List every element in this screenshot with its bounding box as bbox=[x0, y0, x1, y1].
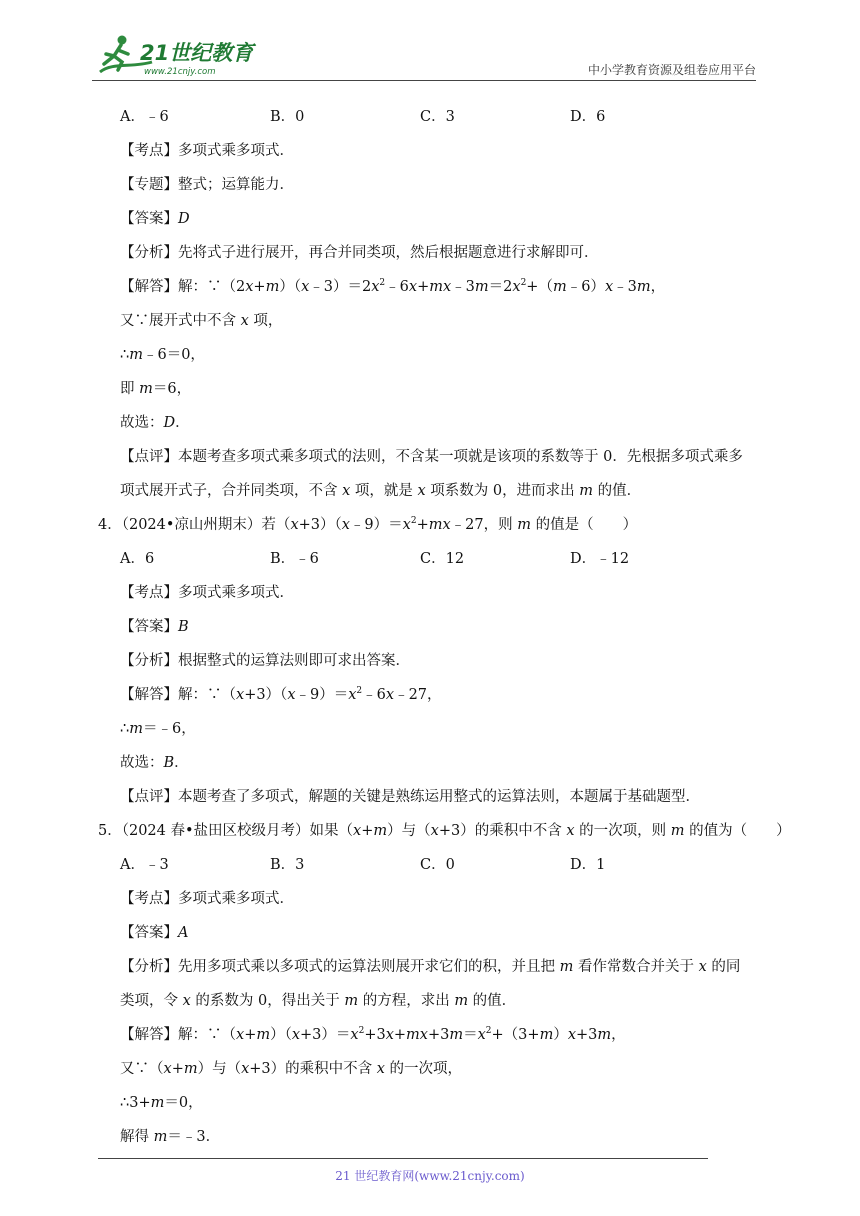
q3-answer: 【答案】D bbox=[120, 211, 190, 227]
q4-option-c: C．12 bbox=[420, 551, 465, 567]
q3-kaodian: 【考点】多项式乘多项式． bbox=[120, 143, 294, 159]
q3-dianping-1: 【点评】本题考查多项式乘多项式的法则，不含某一项就是该项的系数等于 0．先根据多项式乘多 bbox=[120, 449, 743, 465]
q5-stem: 5．（2024 春•盐田区校级月考）如果（x+m）与（x+3）的乘积中不含 x 的一次项，则 m 的值为（ ） bbox=[98, 823, 791, 839]
q5-option-a: A．﹣3 bbox=[120, 857, 169, 873]
q4-conclusion: 故选：B． bbox=[120, 755, 189, 771]
q3-option-d: D．6 bbox=[570, 109, 606, 125]
q4-kaodian: 【考点】多项式乘多项式． bbox=[120, 585, 294, 601]
q5-step-1: 又∵（x+m）与（x+3）的乘积中不含 x 的一次项， bbox=[120, 1061, 463, 1077]
page-header bbox=[0, 0, 860, 90]
q4-option-a: A．6 bbox=[120, 551, 155, 567]
q5-options bbox=[98, 848, 768, 882]
q3-dianping-2: 项式展开式子，合并同类项，不含 x 项，就是 x 项系数为 0，进而求出 m 的值． bbox=[120, 483, 642, 499]
q5-step-3: 解得 m＝﹣3． bbox=[120, 1129, 221, 1145]
q5-option-b: B．3 bbox=[270, 857, 305, 873]
q4-fenxi: 【分析】根据整式的运算法则即可求出答案． bbox=[120, 653, 410, 669]
logo-21cnjy bbox=[92, 32, 262, 80]
q4-option-d: D．﹣12 bbox=[570, 551, 630, 567]
q4-dianping: 【点评】本题考查了多项式，解题的关键是熟练运用整式的运算法则，本题属于基础题型． bbox=[120, 789, 700, 805]
q4-answer: 【答案】B bbox=[120, 619, 189, 635]
logo-url: www.21cnjy.com bbox=[144, 67, 216, 77]
q3-step-3: 即 m＝6， bbox=[120, 381, 192, 397]
header-divider bbox=[92, 80, 756, 81]
page-footer: 21 世纪教育网(www.21cnjy.com) bbox=[335, 1169, 525, 1183]
q5-answer: 【答案】A bbox=[120, 925, 189, 941]
footer-divider bbox=[98, 1158, 708, 1159]
q4-option-b: B．﹣6 bbox=[270, 551, 319, 567]
q3-conclusion: 故选：D． bbox=[120, 415, 190, 431]
q3-options bbox=[98, 100, 768, 134]
q3-fenxi: 【分析】先将式子进行展开，再合并同类项，然后根据题意进行求解即可． bbox=[120, 245, 599, 261]
q5-step-2: ∴3+m＝0， bbox=[120, 1095, 203, 1111]
q3-option-a: A．﹣6 bbox=[120, 109, 169, 125]
q3-jieda: 【解答】解：$\because(2x+m)(x﹣3)=2x^2﹣6x+mx﹣3m=2x^2+(m﹣6)x﹣3m$， bbox=[120, 278, 666, 295]
page-content bbox=[98, 100, 791, 1154]
q5-kaodian: 【考点】多项式乘多项式． bbox=[120, 891, 294, 907]
platform-name: 中小学教育资源及组卷应用平台 bbox=[587, 63, 756, 77]
q3-option-b: B．0 bbox=[270, 109, 305, 125]
q4-options bbox=[98, 542, 768, 576]
q3-zhuanti: 【专题】整式；运算能力． bbox=[120, 177, 294, 193]
q3-step-2: ∴m﹣6＝0， bbox=[120, 347, 205, 363]
q5-fenxi-2: 类项，令 x 的系数为 0，得出关于 m 的方程，求出 m 的值． bbox=[120, 993, 517, 1009]
q4-stem: 4．（2024•凉山州期末）若$(x+3)(x﹣9)=x^2+mx﹣27$，则 m 的值是（ ） bbox=[98, 516, 638, 533]
q5-jieda: 【解答】解：$\because(x+m)(x+3)=x^2+3x+mx+3m=x^2+(3+m)x+3m$， bbox=[120, 1026, 626, 1043]
q3-step-1: 又∵展开式中不含 x 项， bbox=[120, 313, 283, 329]
q3-option-c: C．3 bbox=[420, 109, 455, 125]
q5-option-d: D．1 bbox=[570, 857, 606, 873]
q5-option-c: C．0 bbox=[420, 857, 455, 873]
q4-jieda: 【解答】解：$\because(x+3)(x﹣9)=x^2﹣6x﹣27$， bbox=[120, 686, 442, 703]
q5-fenxi-1: 【分析】先用多项式乘以多项式的运算法则展开求它们的积，并且把 m 看作常数合并关于 x 的同 bbox=[120, 959, 741, 975]
q4-step-1: ∴m＝﹣6， bbox=[120, 721, 196, 737]
logo-text: 21世纪教育 bbox=[140, 41, 254, 65]
